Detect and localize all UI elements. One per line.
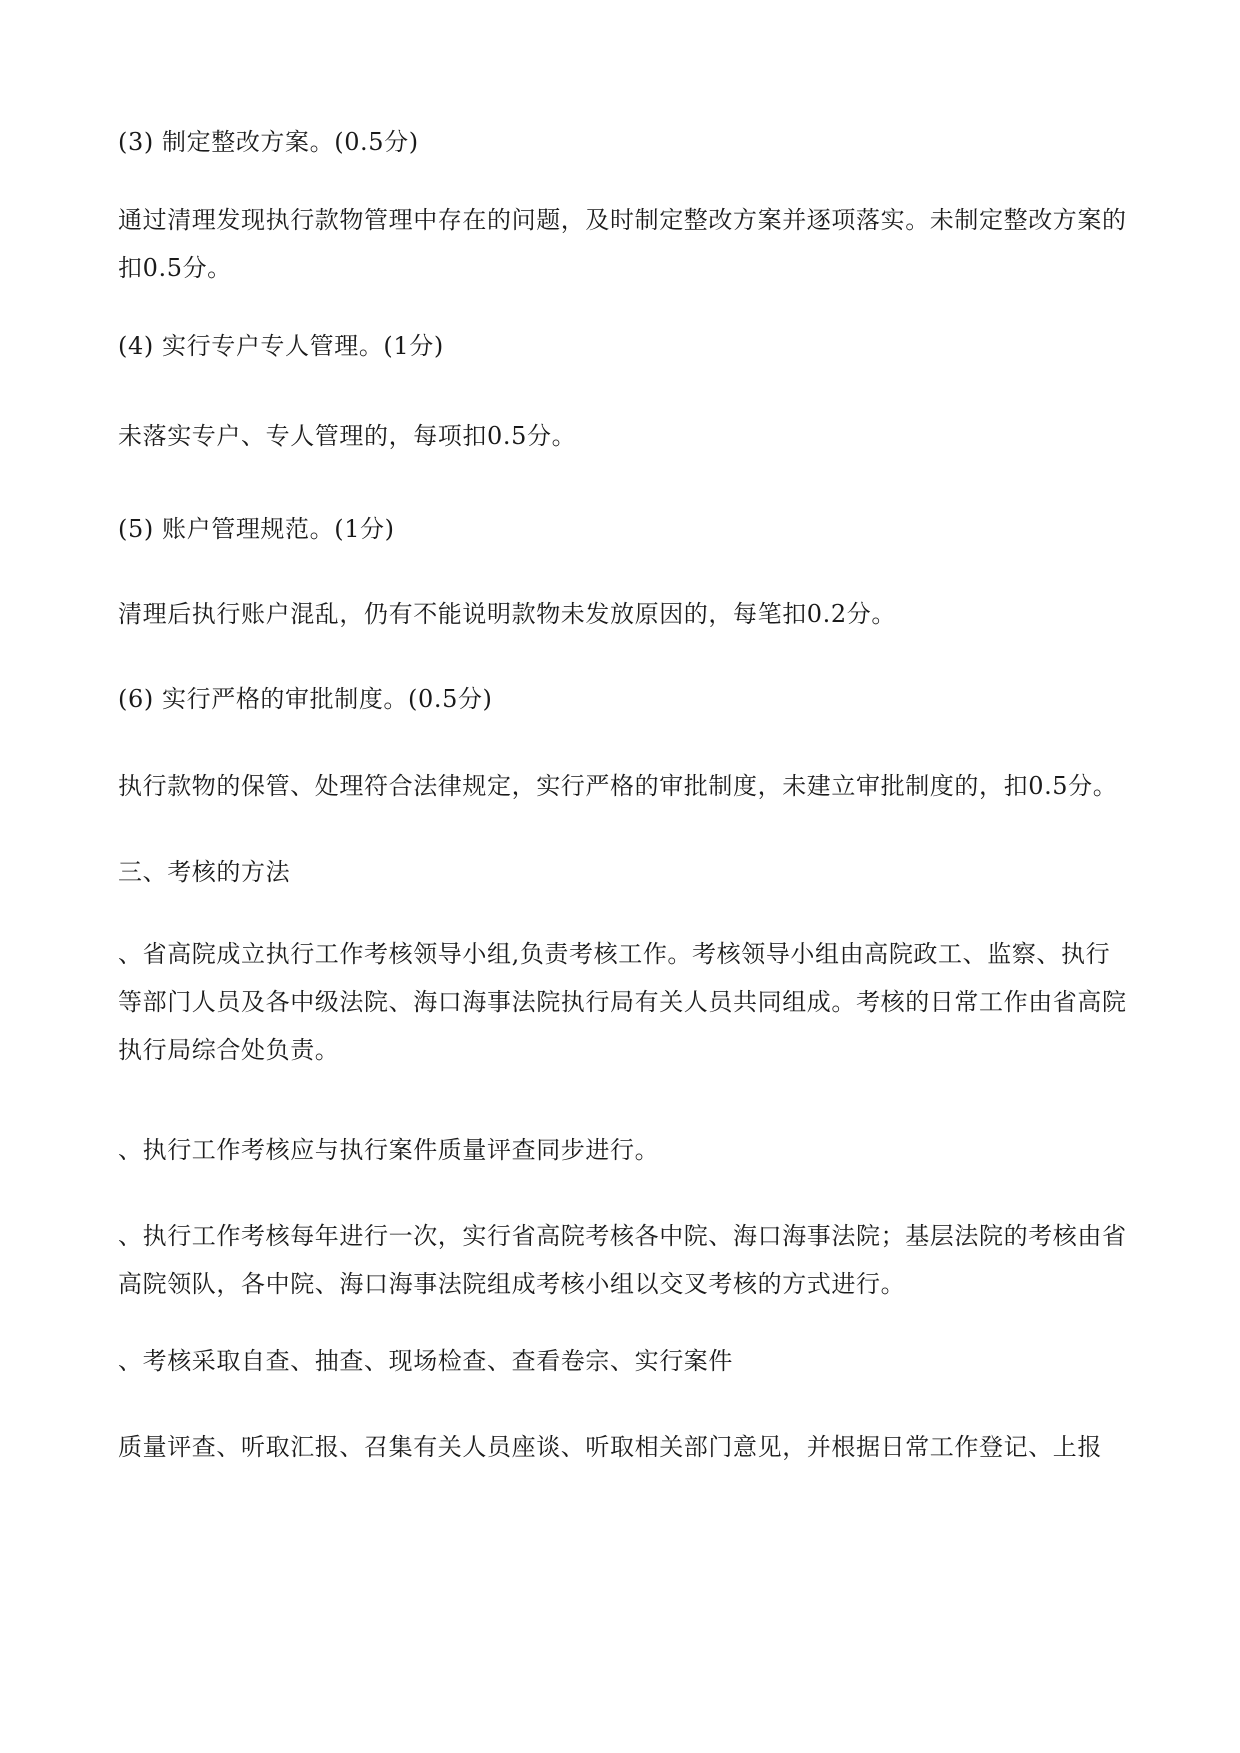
section-5-body: 清理后执行账户混乱，仍有不能说明款物未发放原因的，每笔扣0.2分。: [118, 600, 896, 628]
section-5-heading: (5) 账户管理规范。(1分): [118, 515, 395, 543]
chapter-3-heading: 三、考核的方法: [118, 858, 291, 886]
method-item-2: 、执行工作考核应与执行案件质量评查同步进行。: [118, 1136, 660, 1164]
section-6-heading: (6) 实行严格的审批制度。(0.5分): [118, 685, 493, 713]
section-6-body: 执行款物的保管、处理符合法律规定，实行严格的审批制度，未建立审批制度的，扣0.5分。: [118, 772, 1118, 800]
method-item-4: 、考核采取自查、抽查、现场检查、查看卷宗、实行案件: [118, 1347, 733, 1375]
section-3-heading: (3) 制定整改方案。(0.5分): [118, 128, 419, 156]
section-4-body: 未落实专户、专人管理的，每项扣0.5分。: [118, 422, 577, 450]
section-4-heading: (4) 实行专户专人管理。(1分): [118, 332, 444, 360]
method-item-4-continued: 质量评查、听取汇报、召集有关人员座谈、听取相关部门意见，并根据日常工作登记、上报: [118, 1433, 1102, 1461]
method-item-1: 、省高院成立执行工作考核领导小组,负责考核工作。考核领导小组由高院政工、监察、执行等部门人员及各中级法院、海口海事法院执行局有关人员共同组成。考核的日常工作由省高院执行局综合处负责。: [118, 940, 1127, 1064]
section-3-body: 通过清理发现执行款物管理中存在的问题，及时制定整改方案并逐项落实。未制定整改方案的扣0.5分。: [118, 206, 1127, 282]
method-item-3: 、执行工作考核每年进行一次，实行省高院考核各中院、海口海事法院；基层法院的考核由省高院领队，各中院、海口海事法院组成考核小组以交叉考核的方式进行。: [118, 1222, 1127, 1298]
